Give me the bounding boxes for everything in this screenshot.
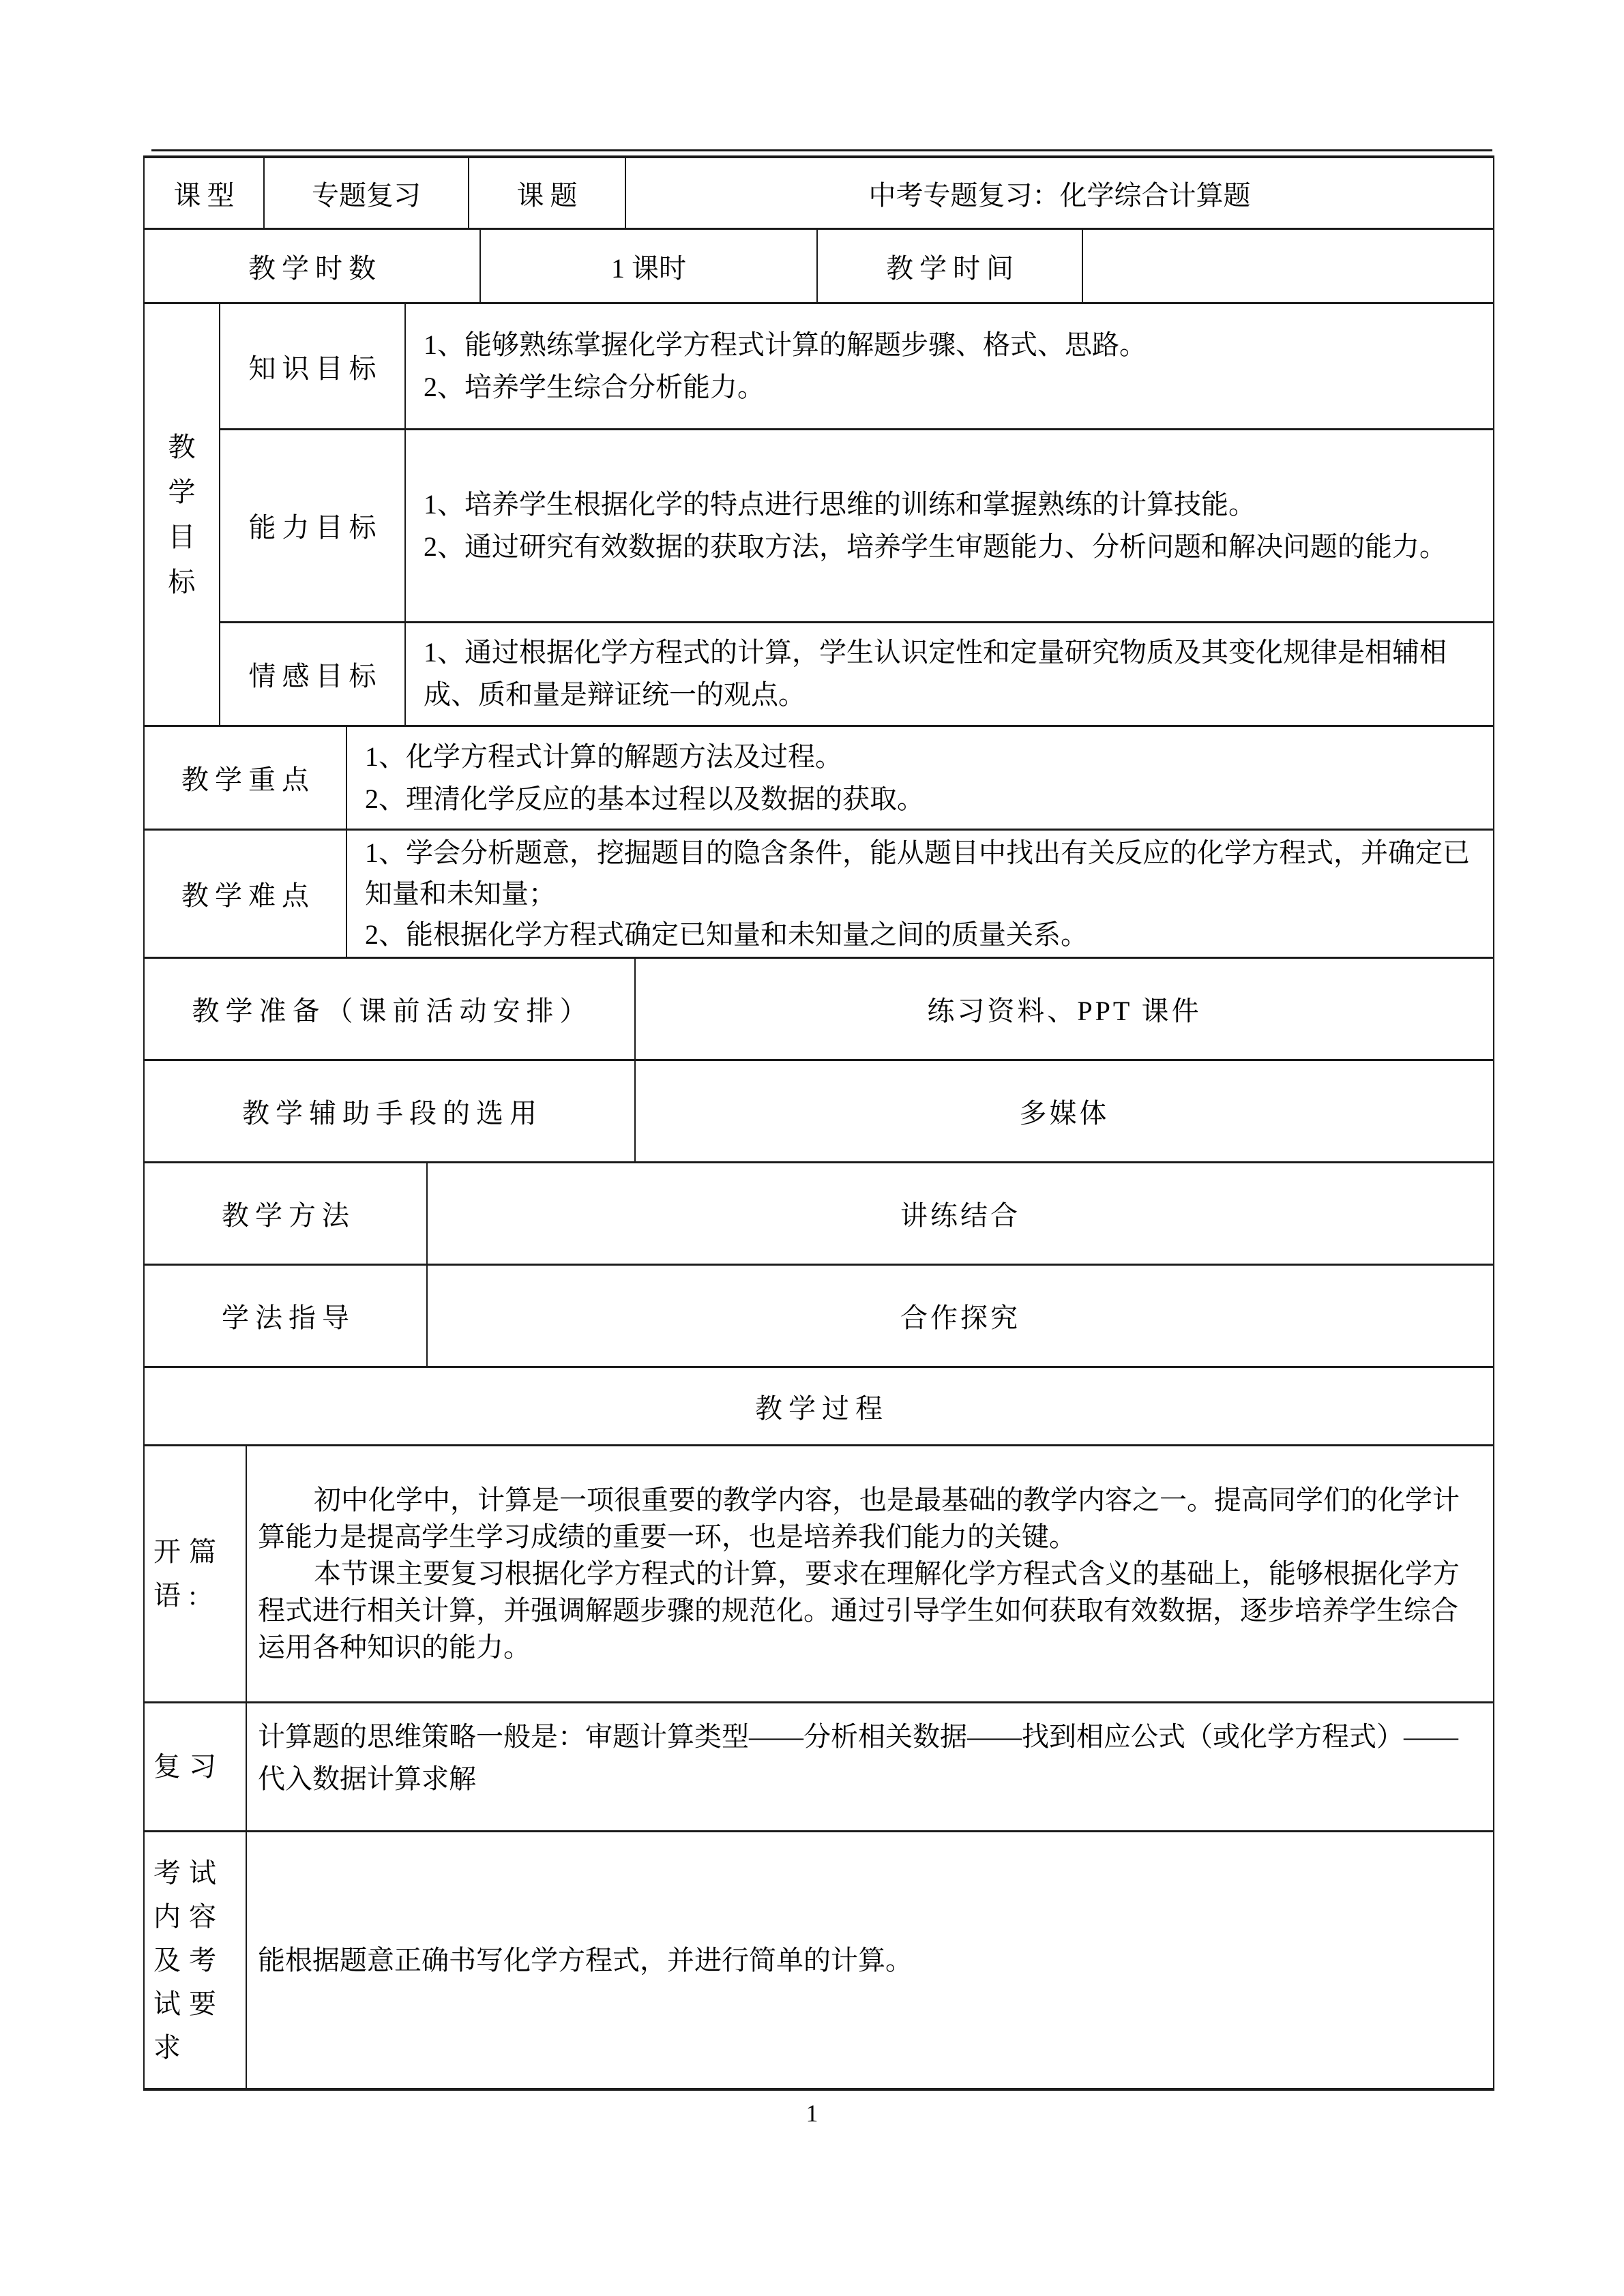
table-row-key-points — [145, 727, 1493, 831]
review-content — [247, 1703, 1493, 1830]
knowledge-objective-label: 知识目标 — [220, 304, 406, 428]
hours-label: 教学时数 — [145, 230, 481, 302]
course-type-label: 课型 — [145, 158, 265, 228]
process-header: 教学过程 — [755, 1392, 889, 1424]
aids-label: 教学辅助手段的选用 — [145, 1061, 636, 1161]
table-row-process-header — [145, 1368, 1493, 1446]
emotion-line: 1、通过根据化学方程式的计算，学生认识定性和定量研究物质及其变化规律是相辅相成、质和量是辩证统一的观点。 — [424, 637, 1447, 711]
ability-objective-content — [406, 430, 1493, 621]
table-row-guidance — [145, 1266, 1493, 1368]
method-value: 讲练结合 — [900, 1200, 1020, 1231]
objectives-subtable — [220, 304, 1493, 725]
page-number: 1 — [806, 2100, 818, 2127]
topic-label: 课题 — [469, 158, 626, 228]
objectives-emotion-row — [220, 623, 1493, 725]
aids-value: 多媒体 — [1019, 1098, 1110, 1129]
table-row-difficult-points — [145, 831, 1493, 959]
ability-line: 1、培养学生根据化学的特点进行思维的训练和掌握熟练的计算技能。 — [424, 488, 1256, 520]
exam-requirements-label: 考试内容及考试要求 — [145, 1832, 247, 2088]
table-row-exam-requirements — [145, 1832, 1493, 2088]
guidance-label: 学法指导 — [145, 1266, 428, 1366]
opening-label: 开篇语: — [145, 1446, 247, 1701]
emotion-objective-content — [406, 623, 1493, 725]
table-row-method — [145, 1163, 1493, 1266]
knowledge-line: 2、培养学生综合分析能力。 — [424, 372, 765, 403]
guidance-value: 合作探究 — [900, 1302, 1020, 1333]
difficult-point-line: 1、学会分析题意，挖掘题目的隐含条件，能从题目中找出有关反应的化学方程式，并确定已知量和未知量； — [365, 837, 1470, 909]
lesson-plan-table — [143, 155, 1494, 2091]
table-row-review — [145, 1703, 1493, 1832]
review-text: 计算题的思维策略一般是：审题计算类型——分析相关数据——找到相应公式（或化学方程式）——代入数据计算求解 — [258, 1721, 1458, 1794]
time-value — [1083, 230, 1493, 302]
exam-requirements-content — [247, 1832, 1493, 2088]
ability-line: 2、通过研究有效数据的获取方法，培养学生审题能力、分析问题和解决问题的能力。 — [424, 531, 1447, 562]
objectives-char-4: 标 — [168, 566, 196, 597]
table-row-preparation — [145, 959, 1493, 1061]
topic-value: 中考专题复习：化学综合计算题 — [868, 179, 1251, 211]
hours-value: 1 课时 — [481, 230, 818, 302]
top-rule — [151, 149, 1492, 151]
opening-paragraph: 本节课主要复习根据化学方程式的计算，要求在理解化学方程式含义的基础上，能够根据化学方程式进行相关计算，并强调解题步骤的规范化。通过引导学生如何获取有效数据，逐步培养学生综合运用各种知识的能力。 — [258, 1558, 1460, 1663]
table-row-course — [145, 158, 1493, 230]
opening-paragraph: 初中化学中，计算是一项很重要的教学内容，也是最基础的教学内容之一。提高同学们的化学计算能力是提高学生学习成绩的重要一环，也是培养我们能力的关键。 — [258, 1485, 1460, 1552]
difficult-points-content — [347, 831, 1493, 957]
method-label: 教学方法 — [145, 1163, 428, 1264]
knowledge-line: 1、能够熟练掌握化学方程式计算的解题步骤、格式、思路。 — [424, 329, 1147, 361]
preparation-value: 练习资料、PPT 课件 — [927, 996, 1202, 1026]
table-row-opening — [145, 1446, 1493, 1703]
table-row-objectives — [145, 304, 1493, 727]
exam-requirements-text: 能根据题意正确书写化学方程式，并进行简单的计算。 — [258, 1944, 913, 1976]
knowledge-objective-content — [406, 304, 1493, 428]
table-row-aids — [145, 1061, 1493, 1163]
table-row-hours — [145, 230, 1493, 304]
objectives-ability-row — [220, 430, 1493, 623]
key-point-line: 1、化学方程式计算的解题方法及过程。 — [365, 741, 842, 772]
difficult-points-label: 教学难点 — [145, 831, 347, 957]
objectives-char-3: 目 — [168, 521, 196, 552]
preparation-label: 教学准备（课前活动安排） — [145, 959, 636, 1059]
objectives-group-label — [145, 304, 220, 725]
emotion-objective-label: 情感目标 — [220, 623, 406, 725]
opening-content — [247, 1446, 1493, 1701]
difficult-point-line: 2、能根据化学方程式确定已知量和未知量之间的质量关系。 — [365, 919, 1088, 950]
objectives-char-1: 教 — [168, 431, 196, 462]
objectives-knowledge-row — [220, 304, 1493, 430]
time-label: 教学时间 — [818, 230, 1083, 302]
ability-objective-label: 能力目标 — [220, 430, 406, 621]
review-label: 复习 — [145, 1703, 247, 1830]
key-points-label: 教学重点 — [145, 727, 347, 829]
key-point-line: 2、理清化学反应的基本过程以及数据的获取。 — [365, 783, 924, 814]
objectives-char-2: 学 — [168, 476, 196, 507]
course-type-value: 专题复习 — [265, 158, 469, 228]
key-points-content — [347, 727, 1493, 829]
